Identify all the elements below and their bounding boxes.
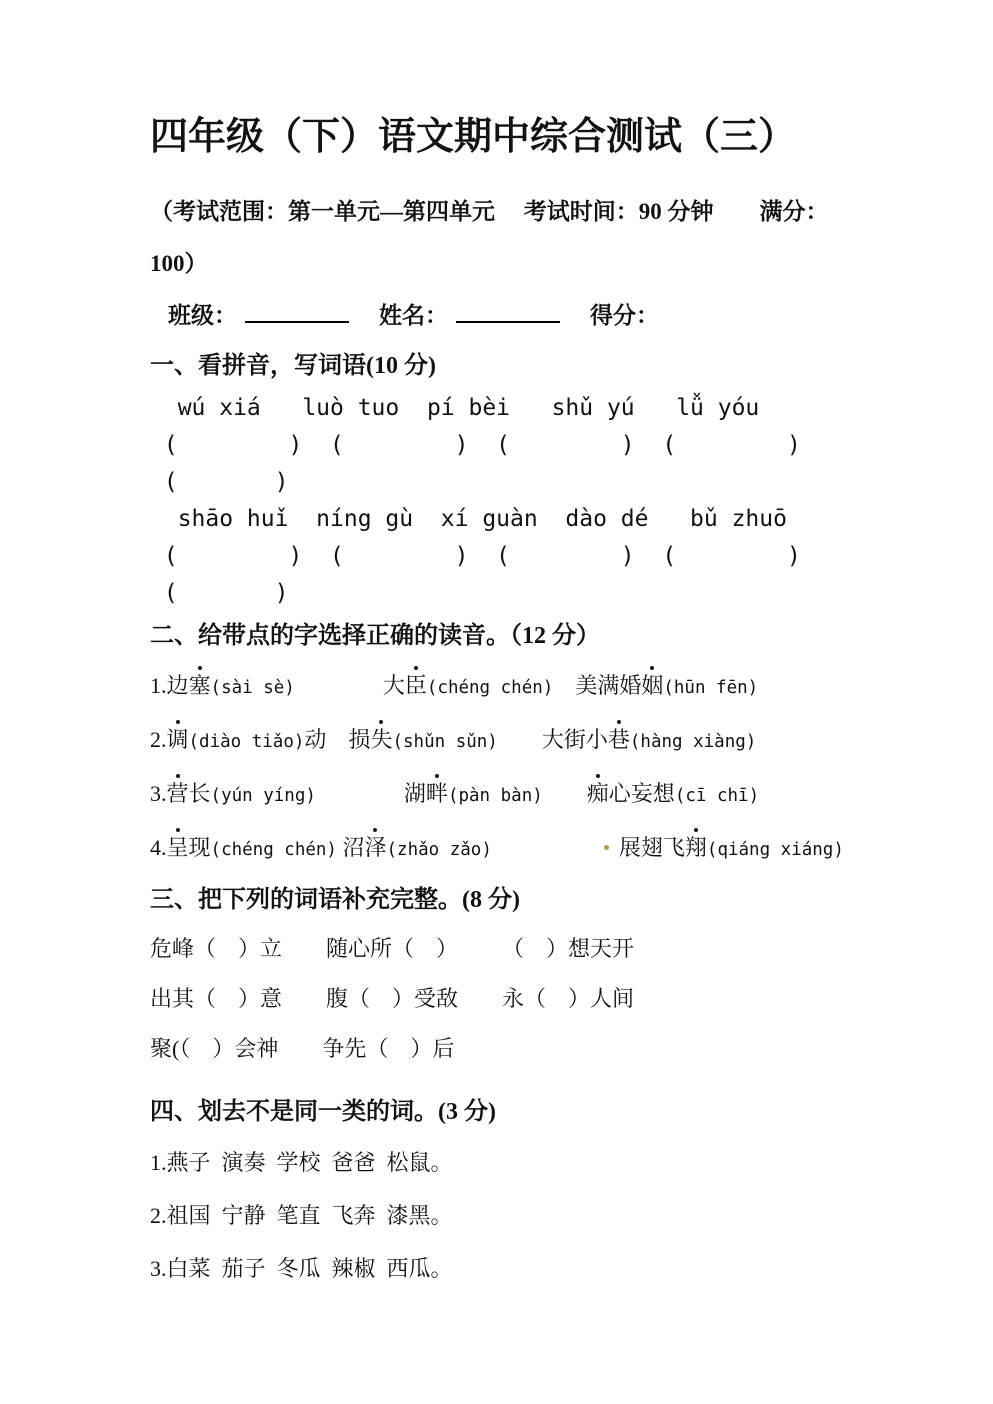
pinyin-option: (shǔn sǔn): [392, 732, 498, 752]
text-run: 大: [382, 673, 405, 698]
section-4-body: [150, 1136, 848, 1295]
pronunciation-item: [150, 768, 848, 822]
dotted-char: 泽: [364, 835, 387, 860]
pinyin-option: (hūn fēn): [663, 678, 759, 698]
score-label: 得分：: [590, 303, 659, 328]
yellow-dot-icon: [604, 845, 609, 850]
answer-paren-row[interactable]: ( ) ( ) ( ) ( ): [150, 543, 801, 569]
answer-paren-row[interactable]: ( ) ( ) ( ) ( ): [150, 432, 801, 458]
text-run: 损: [348, 727, 371, 752]
pinyin-line: shāo huǐ níng gù xí guàn dào dé bǔ zhuō: [150, 506, 787, 532]
section-1-heading: 一、看拼音，写词语(10 分): [150, 353, 436, 379]
pinyin-option: (diào tiǎo): [188, 732, 305, 752]
text-run: 3.: [150, 781, 167, 806]
exam-scope-continuation: 100）: [150, 251, 208, 276]
section-1-body: [150, 390, 848, 612]
text-run: 心妄想: [608, 781, 675, 806]
text-run: 美满婚: [575, 673, 642, 698]
text-run: 4.: [150, 835, 167, 860]
name-label: 姓名：: [379, 303, 448, 328]
classification-item: 1.燕子 演奏 学校 爸爸 松鼠。: [150, 1150, 453, 1175]
text-run: 现: [188, 835, 211, 860]
text-run: 展翅飞: [618, 835, 685, 860]
text-run: 沼: [342, 835, 365, 860]
pinyin-option: (cī chī): [674, 786, 760, 806]
classification-item: 2.祖国 宁静 笔直 飞奔 漆黑。: [150, 1203, 453, 1228]
text-run: [553, 673, 575, 698]
dotted-char: 臣: [404, 673, 427, 698]
pinyin-option: (chéng chén): [426, 678, 554, 698]
pinyin-option: (yún yíng): [210, 786, 316, 806]
text-run: [295, 673, 383, 698]
idiom-completion-row: 危峰（ ）立 随心所（ ） （ ）想天开: [150, 936, 635, 961]
text-run: [498, 727, 542, 752]
pronunciation-item: [150, 660, 848, 714]
answer-paren-row-extra[interactable]: ( ): [150, 580, 289, 606]
text-run: 长: [188, 781, 211, 806]
answer-paren-row-extra[interactable]: ( ): [150, 469, 289, 495]
dotted-char: 翔: [684, 835, 707, 860]
dotted-char: 营: [166, 781, 189, 806]
dotted-char: 巷: [607, 727, 630, 752]
pinyin-option: (sài sè): [210, 678, 295, 698]
dotted-char: 呈: [166, 835, 189, 860]
dotted-char: 畔: [425, 781, 448, 806]
pinyin-option: (pàn bàn): [447, 786, 543, 806]
pinyin-line: wú xiá luò tuo pí bèi shǔ yú lǚ yóu: [150, 395, 760, 421]
dotted-char: 调: [166, 727, 189, 752]
text-run: 大街小: [541, 727, 608, 752]
section-2-heading: 二、给带点的字选择正确的读音。（12 分）: [150, 623, 600, 649]
text-run: [492, 835, 602, 860]
pronunciation-item: [150, 822, 848, 876]
section-3-body: [150, 924, 848, 1074]
student-info-row: [168, 290, 848, 342]
pronunciation-item: [150, 714, 848, 768]
text-run: 动: [304, 727, 327, 752]
name-blank-field[interactable]: [456, 315, 560, 323]
idiom-completion-row: 聚(（ ）会神 争先（ ）后: [150, 1036, 455, 1061]
exam-scope-line: （考试范围：第一单元—第四单元 考试时间：90 分钟 满分：: [150, 199, 829, 224]
text-run: [326, 727, 348, 752]
pinyin-option: (hàng xiàng): [629, 732, 757, 752]
page-title: 四年级（下）语文期中综合测试（三）: [150, 116, 797, 158]
pinyin-option: (zhǎo zǎo): [386, 840, 492, 860]
pinyin-option: (chéng chén): [210, 840, 337, 860]
section-3-heading: 三、把下列的词语补充完整。(8 分): [150, 887, 520, 913]
dotted-char: 痴: [586, 781, 609, 806]
section-4-heading: 四、划去不是同一类的词。(3 分): [150, 1099, 496, 1125]
text-run: 湖: [403, 781, 426, 806]
classification-item: 3.白菜 茄子 冬瓜 辣椒 西瓜。: [150, 1256, 453, 1281]
text-run: 1.边: [150, 673, 189, 698]
idiom-completion-row: 出其（ ）意 腹（ ）受敌 永（ ）人间: [150, 986, 635, 1011]
text-run: 2.: [150, 727, 167, 752]
class-label: 班级：: [168, 303, 237, 328]
pinyin-option: (qiáng xiáng): [706, 840, 844, 860]
dotted-char: 失: [370, 727, 393, 752]
dotted-char: 塞: [188, 673, 211, 698]
section-2-body: [150, 660, 848, 876]
class-blank-field[interactable]: [245, 315, 349, 323]
text-run: [543, 781, 587, 806]
dotted-char: 姻: [641, 673, 664, 698]
text-run: [316, 781, 404, 806]
